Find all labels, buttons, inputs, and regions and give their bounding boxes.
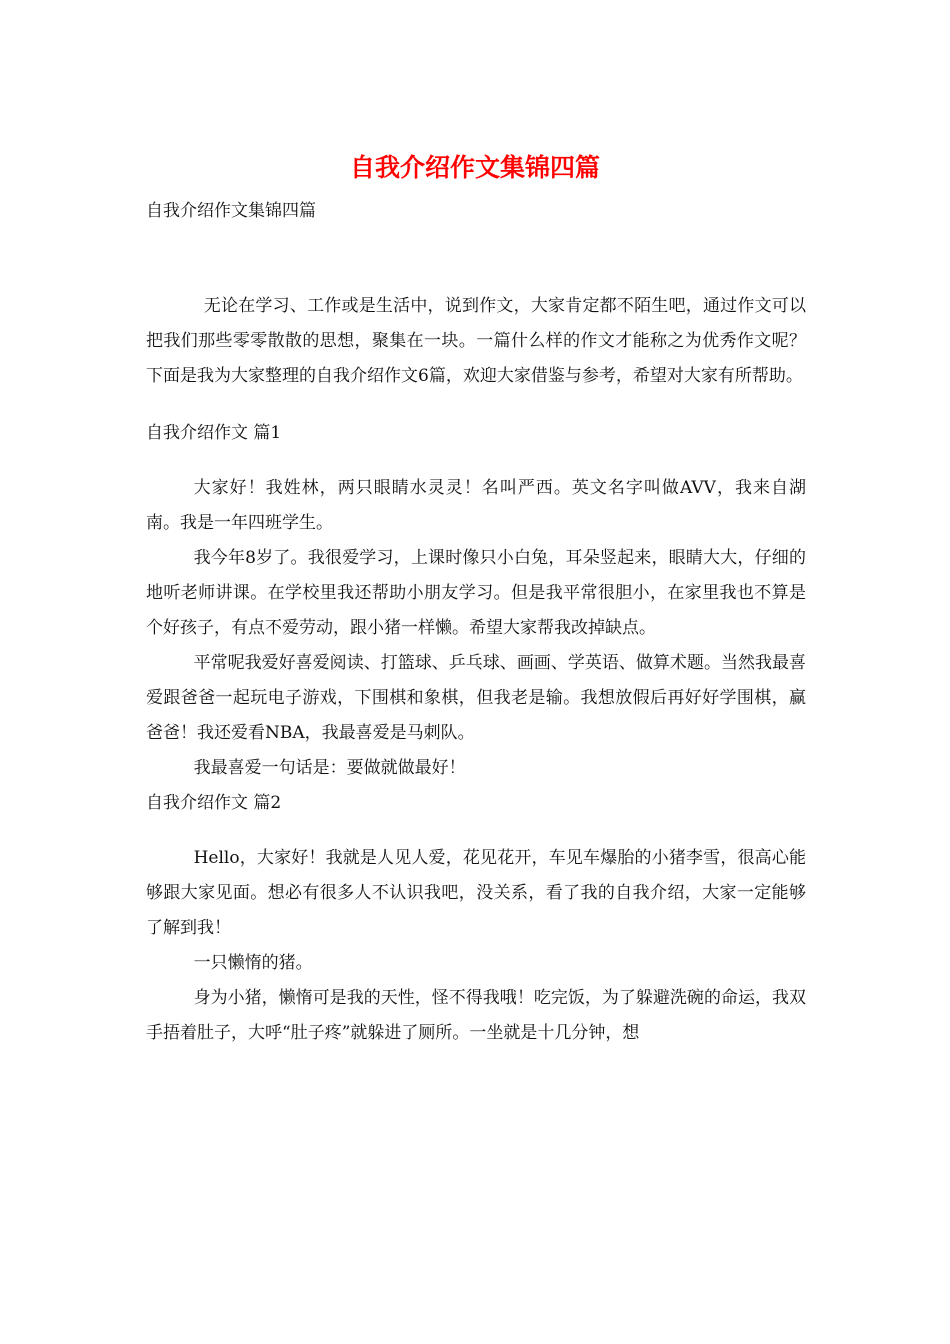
section-1-paragraph-4: 我最喜爱一句话是：要做就做最好！ — [193, 758, 466, 778]
intro-paragraph: 无论在学习、工作或是生活中，说到作文，大家肯定都不陌生吧，通过作文可以把我们那些零零散散的思想，聚集在一块。一篇什么样的作文才能称之为优秀作文呢？下面是我为大家整理的自我介绍作文6篇，欢迎大家借鉴与参考，希望对大家有所帮助。 — [146, 296, 806, 386]
section-2-paragraph-1: Hello，大家好！我就是人见人爱，花见花开，车见车爆胎的小猪李雪，很高心能够跟大家见面。想必有很多人不认识我吧，没关系，看了我的自我介绍，大家一定能够了解到我！ — [146, 848, 806, 938]
document-title: 自我介绍作文集锦四篇 — [349, 153, 600, 182]
section-heading-1: 自我介绍作文 篇1 — [146, 423, 282, 443]
section-heading-2: 自我介绍作文 篇2 — [146, 793, 282, 813]
section-1-paragraph-3: 平常呢我爱好喜爱阅读、打篮球、乒乓球、画画、学英语、做算术题。当然我最喜爱跟爸爸一起玩电子游戏，下围棋和象棋，但我老是输。我想放假后再好好学围棋，赢爸爸！我还爱看NBA，我最喜爱是马刺队。 — [146, 653, 806, 743]
section-1-paragraph-1: 大家好！我姓林，两只眼睛水灵灵！名叫严西。英文名字叫做AVV，我来自湖南。我是一年四班学生。 — [146, 478, 806, 533]
section-2-paragraph-3: 身为小猪，懒惰可是我的天性，怪不得我哦！吃完饭，为了躲避洗碗的命运，我双手捂着肚子，大呼“肚子疼”就躲进了厕所。一坐就是十几分钟，想 — [146, 988, 806, 1043]
section-2-paragraph-2: 一只懒惰的猪。 — [193, 953, 313, 973]
document-body — [146, 194, 806, 1051]
section-1-paragraph-2: 我今年8岁了。我很爱学习，上课时像只小白兔，耳朵竖起来，眼睛大大，仔细的地听老师讲课。在学校里我还帮助小朋友学习。但是我平常很胆小，在家里我也不算是个好孩子，有点不爱劳动，跟小猪一样懒。希望大家帮我改掉缺点。 — [146, 548, 806, 638]
document-subtitle: 自我介绍作文集锦四篇 — [146, 201, 316, 221]
